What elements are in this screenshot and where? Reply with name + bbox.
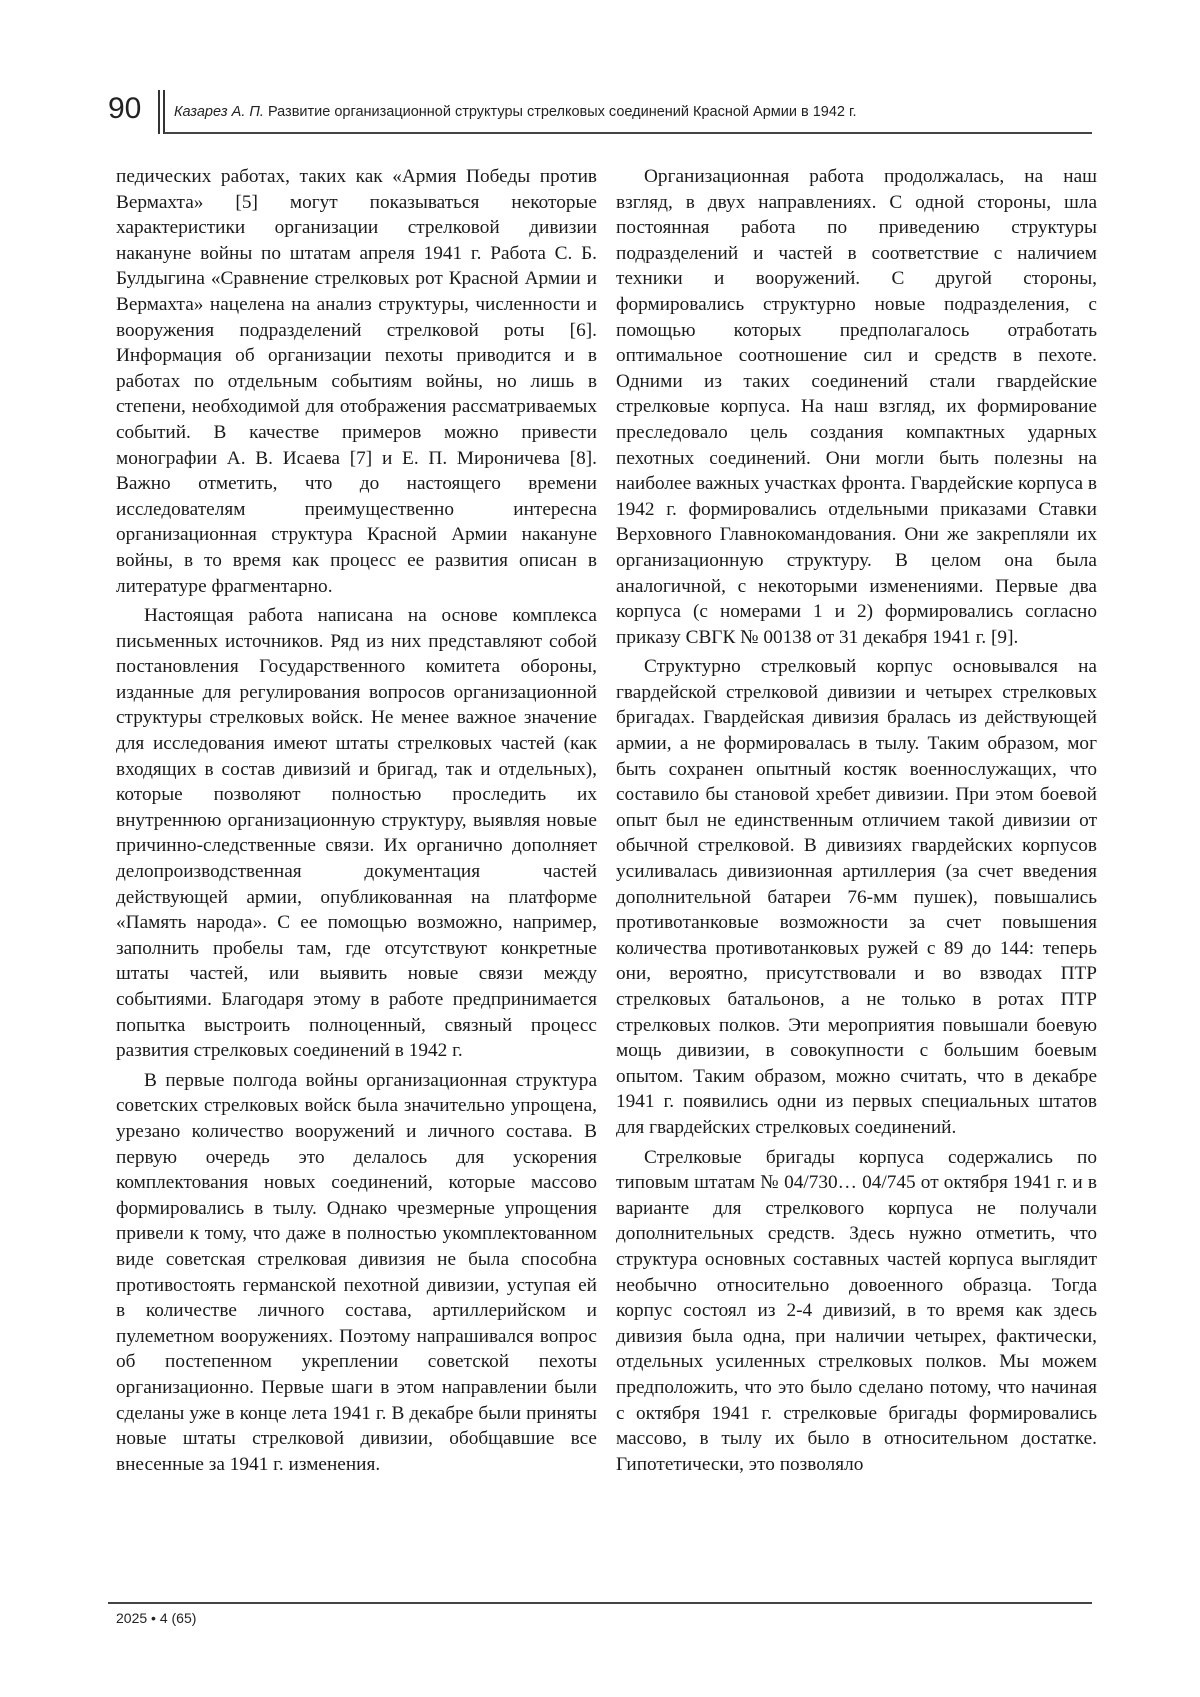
running-header xyxy=(108,86,1092,138)
footer-rule xyxy=(108,1602,1092,1604)
issue-label: 2025 • 4 (65) xyxy=(116,1610,197,1626)
header-divider xyxy=(163,90,165,134)
header-author: Казарез А. П. xyxy=(174,104,264,120)
header-divider xyxy=(158,90,160,134)
header-rule xyxy=(164,132,1092,134)
paragraph: В первые полгода войны организационная структура советских стрелковых войск была значительно упрощена, урезано количество вооружений и личного состава. В первую очередь это делалось для ускорения комплектования новых соединений, которые массово формировались в тылу. Однако чрезмерные упрощения привели к тому, что даже в полностью укомплектованном виде советская стрелковая дивизия не была способна противостоять германской пехотной дивизии, уступая ей в количестве личного состава, артиллерийском и пулеметном вооружениях. Поэтому напрашивался вопрос об постепенном укреплении советской пехоты организационно. Первые шаги в этом направлении были сделаны уже в конце лета 1941 г. В декабре были приняты новые штаты стрелковой дивизии, обобщавшие все внесенные за 1941 г. изменения. xyxy=(116,1069,597,1475)
paragraph: педических работах, таких как «Армия Победы против Вермахта» [5] могут показываться некоторые характеристики организации стрелковой дивизии накануне войны по штатам апреля 1941 г. Работа С. Б. Булдыгина «Сравнение стрелковых рот Красной Армии и Вермахта» нацелена на анализ структуры, численности и вооружения подразделений стрелковой роты [6]. Информация об организации пехоты приводится и в работах по отдельным событиям войны, но лишь в степени, необходимой для отображения рассматриваемых событий. В качестве примеров можно привести монографии А. В. Исаева [7] и Е. П. Мироничева [8]. Важно отметить, что до настоящего времени исследователям преимущественно интересна организационная структура Красной Армии накануне войны, в то время как процесс ее развития описан в литературе фрагментарно. xyxy=(116,166,597,597)
paragraph: Настоящая работа написана на основе комплекса письменных источников. Ряд из них представляют собой постановления Государственного комитета обороны, изданные для регулирования вопросов организационной структуры стрелковых войск. Не менее важное значение для исследования имеют штаты стрелковых частей (как входящих в состав дивизий и бригад, так и отдельных), которые позволяют полностью проследить их внутреннюю организационную структуру, выявляя новые причинно-следственные связи. Их органично дополняет делопроизводственная документация частей действующей армии, опубликованная на платформе «Память народа». С ее помощью возможно, например, заполнить пробелы там, где отсутствуют конкретные штаты частей, или выявить новые связи между событиями. Благодаря этому в работе предпринимается попытка выстроить полноценный, связный процесс развития стрелковых соединений в 1942 г. xyxy=(116,605,597,1062)
paragraph: Организационная работа продолжалась, на наш взгляд, в двух направлениях. С одной стороны, шла постоянная работа по приведению структуры подразделений и частей в соответствие с наличием техники и вооружений. С другой стороны, формировались структурно новые подразделения, с помощью которых предполагалось отработать оптимальное соотношение сил и средств в пехоте. Одними из таких соединений стали гвардейские стрелковые корпуса. На наш взгляд, их формирование преследовало цель создания компактных ударных пехотных соединений. Они могли быть полезны на наиболее важных участках фронта. Гвардейские корпуса в 1942 г. формировались отдельными приказами Ставки Верховного Главнокомандования. Они же закрепляли их организационную структуру. В целом она была аналогичной, с некоторыми изменениями. Первые два корпуса (с номерами 1 и 2) формировались согласно приказу СВГК № 00138 от 31 декабря 1941 г. [9]. xyxy=(616,166,1097,648)
paragraph: Структурно стрелковый корпус основывался на гвардейской стрелковой дивизии и четырех стрелковых бригадах. Гвардейская дивизия бралась из действующей армии, а не формировалась в тылу. Таким образом, мог быть сохранен опытный костяк военнослужащих, что составило бы становой хребет дивизии. При этом боевой опыт был не единственным отличием такой дивизии от обычной стрелковой. В дивизиях гвардейских корпусов усиливалась дивизионная артиллерия (за счет введения дополнительной батареи 76-мм пушек), повышались противотанковые возможности за счет повышения количества противотанковых ружей с 89 до 144: теперь они, вероятно, присутствовали и во взводах ПТР стрелковых батальонов, а не только в ротах ПТР стрелковых полков. Эти мероприятия повышали боевую мощь дивизии, в совокупности с большим боевым опытом. Таким образом, можно считать, что в декабре 1941 г. появились одни из первых специальных штатов для гвардейских стрелковых соединений. xyxy=(616,656,1097,1138)
running-title xyxy=(174,104,857,120)
paragraph: Стрелковые бригады корпуса содержались по типовым штатам № 04/730… 04/745 от октября 1941 г. и в варианте для стрелкового корпуса не получали дополнительных средств. Здесь нужно отметить, что структура основных составных частей корпуса выглядит необычно относительно довоенного образца. Тогда корпус состоял из 2-4 дивизий, в то время как здесь дивизия была одна, при наличии четырех, фактически, отдельных усиленных стрелковых полков. Мы можем предположить, что это было сделано потому, что начиная с октября 1941 г. стрелковые бригады формировались массово, в тылу их было в относительном достатке. Гипотетически, это позволяло xyxy=(616,1146,1097,1475)
header-title: Развитие организационной структуры стрелковых соединений Красной Армии в 1942 г. xyxy=(267,104,857,120)
right-column xyxy=(616,164,1097,1564)
left-column xyxy=(116,164,597,1564)
page-number: 90 xyxy=(108,92,142,125)
